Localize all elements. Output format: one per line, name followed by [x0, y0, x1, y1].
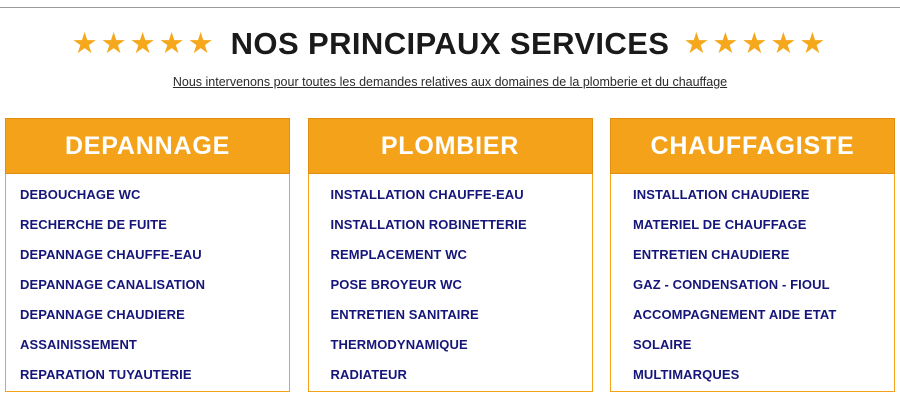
list-item[interactable]: SOLAIRE [633, 337, 692, 352]
list-item[interactable]: THERMODYNAMIQUE [330, 337, 468, 352]
stars-right-icon: ★★★★★ [683, 27, 829, 60]
list-item[interactable]: POSE BROYEUR WC [330, 277, 463, 292]
list-item[interactable]: REMPLACEMENT WC [330, 247, 468, 262]
list-item[interactable]: ENTRETIEN CHAUDIERE [633, 247, 790, 262]
service-card-title: CHAUFFAGISTE [650, 131, 855, 160]
list-item[interactable]: DEPANNAGE CHAUFFE-EAU [20, 247, 202, 262]
page-title: NOS PRINCIPAUX SERVICES [230, 26, 670, 61]
service-card-title: PLOMBIER [380, 131, 520, 160]
list-item[interactable]: ASSAINISSEMENT [20, 337, 137, 352]
list-item[interactable]: MATERIEL DE CHAUFFAGE [633, 217, 807, 232]
list-item[interactable]: DEPANNAGE CANALISATION [20, 277, 206, 292]
list-item[interactable]: INSTALLATION CHAUFFE-EAU [330, 187, 524, 202]
stars-left-icon: ★★★★★ [71, 27, 217, 60]
list-item[interactable]: RADIATEUR [330, 367, 407, 382]
service-card-header [5, 118, 290, 174]
list-item[interactable]: RECHERCHE DE FUITE [20, 217, 167, 232]
page-header [0, 26, 900, 89]
list-item[interactable]: ACCOMPAGNEMENT AIDE ETAT [633, 307, 837, 322]
list-item[interactable]: REPARATION TUYAUTERIE [20, 367, 192, 382]
service-card-depannage [5, 118, 290, 392]
list-item[interactable]: INSTALLATION ROBINETTERIE [330, 217, 527, 232]
service-card-plombier [308, 118, 593, 392]
list-item[interactable]: ENTRETIEN SANITAIRE [330, 307, 479, 322]
services-columns [0, 118, 900, 392]
service-card-body [5, 174, 290, 392]
service-card-body [610, 174, 895, 392]
service-card-chauffagiste [610, 118, 895, 392]
service-card-header [610, 118, 895, 174]
page-subtitle: Nous intervenons pour toutes les demandes relatives aux domaines de la plomberie et du chauffage [172, 75, 728, 89]
service-card-header [308, 118, 593, 174]
service-card-title: DEPANNAGE [64, 131, 231, 160]
list-item[interactable]: DEPANNAGE CHAUDIERE [20, 307, 185, 322]
service-card-body [308, 174, 593, 392]
list-item[interactable]: DEBOUCHAGE WC [20, 187, 141, 202]
list-item[interactable]: MULTIMARQUES [633, 367, 740, 382]
list-item[interactable]: GAZ - CONDENSATION - FIOUL [633, 277, 830, 292]
top-divider [0, 7, 900, 8]
list-item[interactable]: INSTALLATION CHAUDIERE [633, 187, 810, 202]
title-line [0, 26, 900, 62]
